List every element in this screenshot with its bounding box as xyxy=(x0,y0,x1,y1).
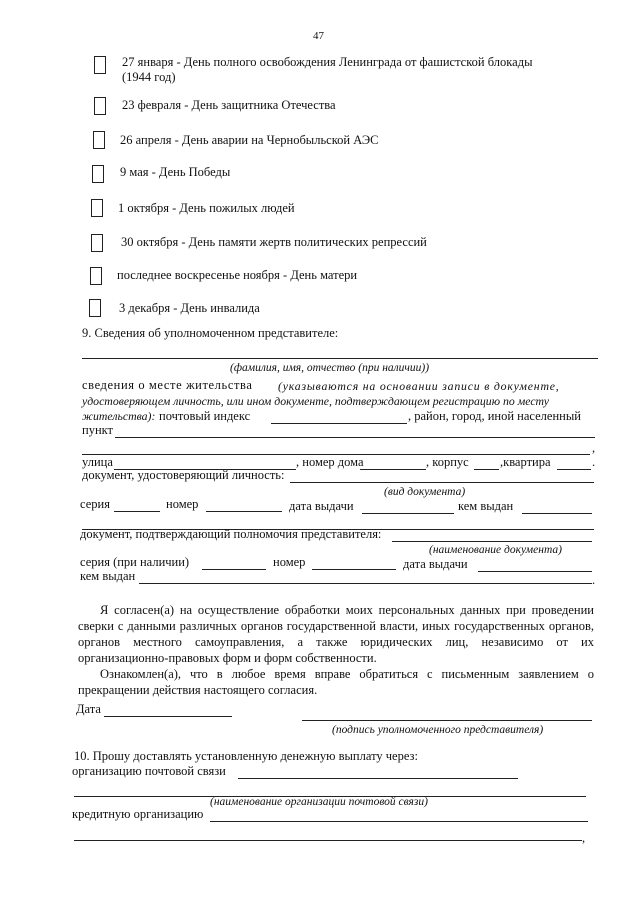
district-label: , район, город, иной населенный xyxy=(408,409,581,423)
number2-field[interactable] xyxy=(312,569,396,570)
holiday-label-5: 30 октября - День памяти жертв политических репрессий xyxy=(121,235,427,249)
credit-org-label: кредитную организацию xyxy=(72,807,204,821)
holiday-label-7: 3 декабря - День инвалида xyxy=(119,301,260,315)
holiday-checkbox-1[interactable] xyxy=(94,97,106,115)
issue-date2-label: дата выдачи xyxy=(403,557,468,571)
postal-org-label: организацию почтовой связи xyxy=(72,764,226,778)
number-label: номер xyxy=(166,497,199,511)
date-label: Дата xyxy=(76,702,101,716)
address-comma: , xyxy=(592,441,596,455)
holiday-checkbox-7[interactable] xyxy=(89,299,101,317)
holiday-label-1: 23 февраля - День защитника Отечества xyxy=(122,98,336,112)
id-doc-caption: (вид документа) xyxy=(384,486,466,498)
issue-date2-field[interactable] xyxy=(478,571,592,572)
auth-doc-field[interactable] xyxy=(392,541,592,542)
fio-field[interactable] xyxy=(82,358,598,359)
issued-by-field[interactable] xyxy=(522,513,592,514)
postal-org-field[interactable] xyxy=(238,778,518,779)
id-doc-label: документ, удостоверяющий личность: xyxy=(82,468,285,482)
consent-paragraph-2: Ознакомлен(а), что в любое время вправе обратиться с письменным заявлением о прекращении действия настоящего согласия. xyxy=(78,667,594,697)
postal-index-field[interactable] xyxy=(271,423,407,424)
fio-caption: (фамилия, имя, отчество (при наличии)) xyxy=(230,362,430,374)
consent-paragraph: Я согласен(а) на осуществление обработки моих персональных данных при проведении сверки с данными различных органов государственной власти, иных государственных органов, органов местного самоуправления, а также юридических лиц, независимо от их организационно-правовых форм и форм собственности. xyxy=(78,603,594,665)
residence-note-1: (указываются на основании записи в документе, xyxy=(278,379,560,393)
residence-lead: сведения о месте жительства xyxy=(82,378,253,392)
street-label: улица xyxy=(82,455,113,469)
signature-field[interactable] xyxy=(302,720,592,721)
punkt-field[interactable] xyxy=(115,437,595,438)
residence-note-3: жительства): xyxy=(82,409,156,423)
auth-doc-caption: (наименование документа) xyxy=(429,544,562,556)
holiday-label-3: 9 мая - День Победы xyxy=(120,165,231,179)
apartment-dot: . xyxy=(592,455,596,469)
holiday-label-0: 27 января - День полного освобождения Ленинграда от фашистской блокады xyxy=(122,55,533,69)
building-field[interactable] xyxy=(474,469,499,470)
number-field[interactable] xyxy=(206,511,282,512)
number2-label: номер xyxy=(273,555,306,569)
auth-doc-label: документ, подтверждающий полномочия представителя: xyxy=(80,527,382,541)
holiday-checkbox-5[interactable] xyxy=(91,234,103,252)
holiday-checkbox-6[interactable] xyxy=(90,267,102,285)
id-doc-field[interactable] xyxy=(290,482,594,483)
house-label: , номер дома xyxy=(296,455,364,469)
series-field[interactable] xyxy=(114,511,160,512)
issued-by2-label: кем выдан xyxy=(80,569,136,583)
holiday-label-6: последнее воскресенье ноября - День матери xyxy=(117,268,358,282)
issue-date-label: дата выдачи xyxy=(289,499,354,513)
section9-title: 9. Сведения об уполномоченном представителе: xyxy=(82,326,339,340)
issued-by2-field[interactable] xyxy=(139,583,592,584)
punkt-label: пункт xyxy=(82,423,113,437)
residence-note-2: удостоверяющем личность, или ином документе, подтверждающем регистрацию по месту xyxy=(82,394,550,408)
credit-org-comma: , xyxy=(582,831,586,845)
signature-caption: (подпись уполномоченного представителя) xyxy=(332,724,544,736)
apartment-field[interactable] xyxy=(557,469,591,470)
house-field[interactable] xyxy=(360,469,426,470)
holiday-checkbox-0[interactable] xyxy=(94,56,106,74)
holiday-label-4: 1 октября - День пожилых людей xyxy=(118,201,295,215)
holiday-checkbox-2[interactable] xyxy=(93,131,105,149)
series-label: серия xyxy=(80,497,110,511)
postal-org-caption: (наименование организации почтовой связи) xyxy=(210,796,428,808)
issued-by2-dot: . xyxy=(592,573,596,587)
section10-title: 10. Прошу доставлять установленную денежную выплату через: xyxy=(74,749,418,763)
date-field[interactable] xyxy=(104,716,232,717)
credit-org-field-2[interactable] xyxy=(74,840,582,841)
building-label: , корпус xyxy=(426,455,469,469)
postal-index-label: почтовый индекс xyxy=(159,409,251,423)
issue-date-field[interactable] xyxy=(362,513,454,514)
holiday-checkbox-4[interactable] xyxy=(91,199,103,217)
series-opt-label: серия (при наличии) xyxy=(80,555,190,569)
holiday-label-0-cont: (1944 год) xyxy=(122,70,176,84)
page-number: 47 xyxy=(313,30,324,42)
holiday-label-2: 26 апреля - День аварии на Чернобыльской АЭС xyxy=(120,133,379,147)
apartment-label: ,квартира xyxy=(500,455,551,469)
series-opt-field[interactable] xyxy=(202,569,266,570)
issued-by-label: кем выдан xyxy=(458,499,514,513)
holiday-checkbox-3[interactable] xyxy=(92,165,104,183)
credit-org-field[interactable] xyxy=(210,821,588,822)
